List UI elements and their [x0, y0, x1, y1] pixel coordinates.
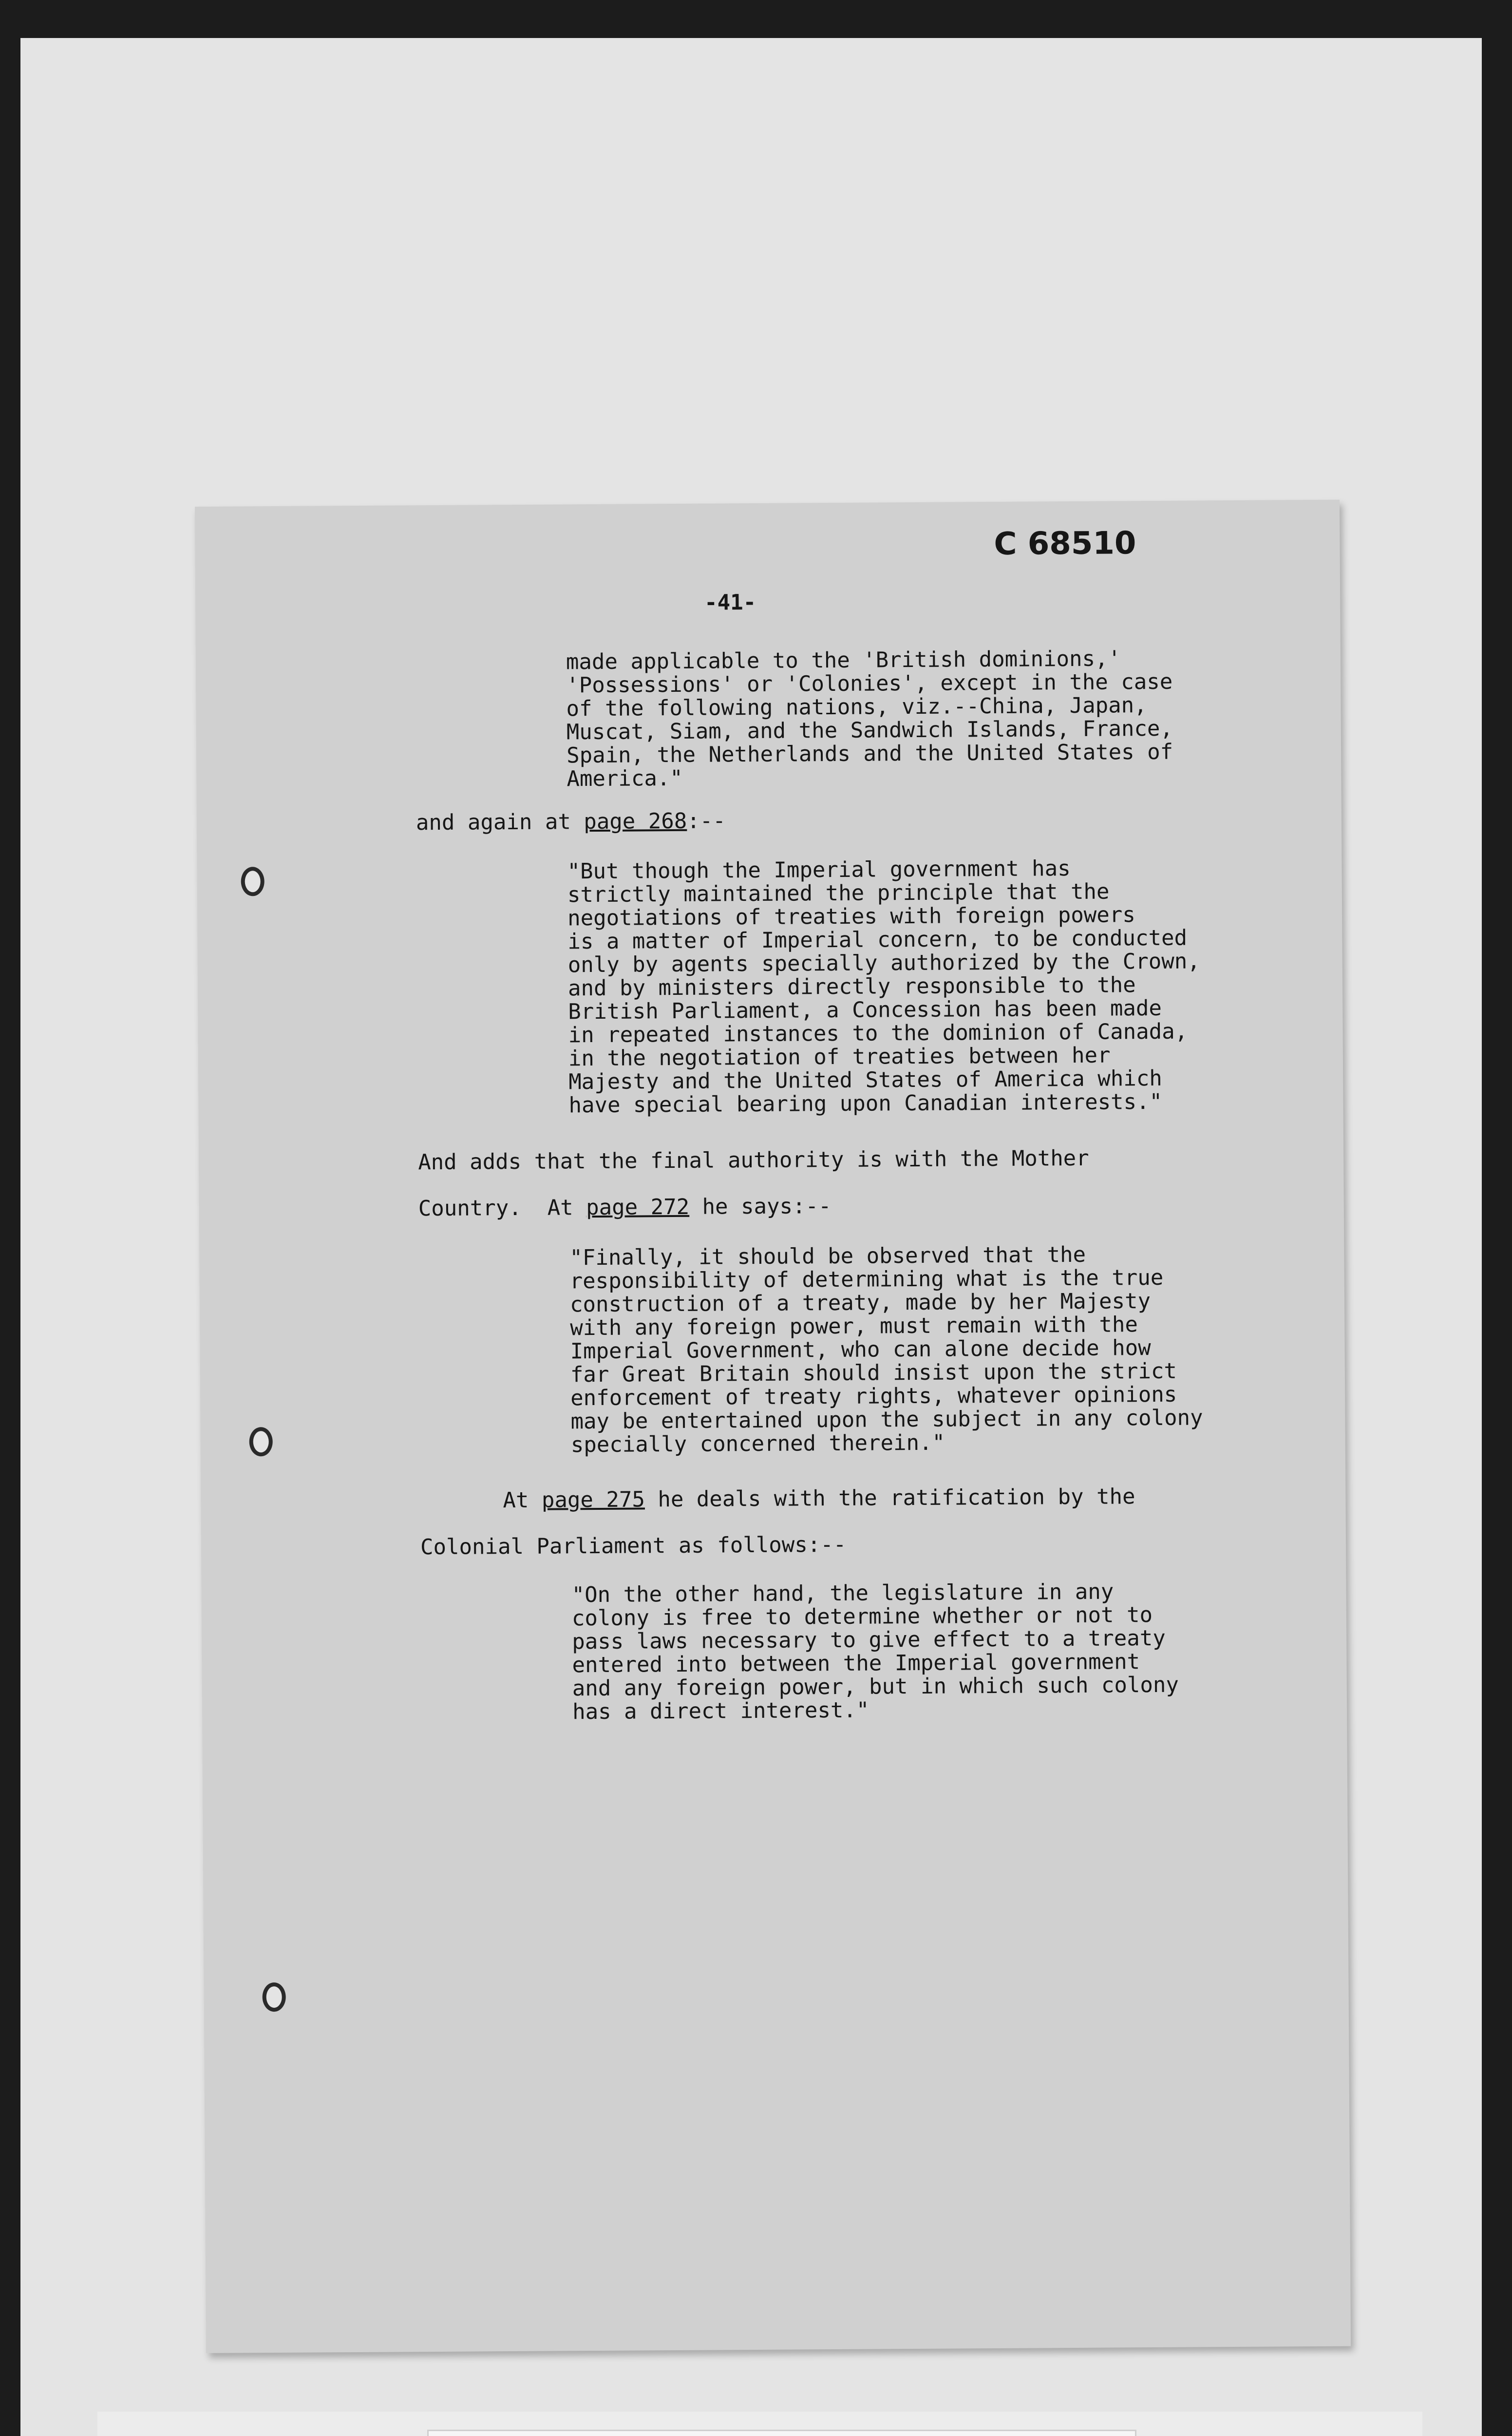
punch-hole-top: [241, 867, 265, 896]
paragraph-colonial: Colonial Parliament as follows:--: [420, 1532, 847, 1560]
page-reference-275: page 275: [541, 1487, 645, 1513]
paragraph-at: [503, 1485, 1135, 1512]
at-text-pre: At: [503, 1487, 542, 1513]
document-id: C 68510: [994, 525, 1136, 562]
page-number: -41-: [704, 590, 756, 615]
again-text-pre: and again at: [416, 809, 584, 836]
page-reference-272: page 272: [586, 1194, 690, 1220]
document-page: [195, 500, 1351, 2353]
again-text-post: :--: [687, 808, 726, 834]
paragraph-country: [418, 1195, 832, 1220]
page-reference-268: page 268: [584, 808, 687, 835]
quote-block-2: "But though the Imperial government has strictly maintained the principle that the negotiations of treaties with foreign powers is a matter of Imperial concern, to be conducted only by agents specially authorized by the Crown, and by ministers directly responsible to the British Parliament, a Concession has been made in repeated instances to the dominion of Canada, in the negotiation of treaties between her Majesty and the United States of America which have special bearing upon Canadian interests.": [567, 856, 1200, 1118]
quote-block-4: "On the other hand, the legislature in any colony is free to determine whether or not to pass laws necessary to give effect to a treaty entered into between the Imperial government and any foreign power, but in which such colony has a direct interest.": [571, 1579, 1179, 1725]
country-text-pre: Country. At: [418, 1195, 586, 1221]
country-text-post: he says:--: [689, 1194, 832, 1219]
punch-hole-bottom: [263, 1982, 286, 2012]
quote-block-1: made applicable to the 'British dominions,' 'Possessions' or 'Colonies', except in the case of the following nations, viz.--China, Japan, Muscat, Siam, and the Sandwich Islands, France, Spain, the Netherlands and the United States of America.": [566, 646, 1173, 792]
paragraph-again: [416, 809, 726, 835]
at-text-post: he deals with the ratification by the: [644, 1484, 1135, 1512]
paragraph-adds: And adds that the final authority is with the Mother: [418, 1145, 1089, 1175]
punch-hole-middle: [249, 1427, 273, 1456]
quote-block-3: "Finally, it should be observed that the responsibility of determining what is the true construction of a treaty, made by her Majesty with any foreign power, must remain with the Imperial Government, who can alone decide how far Great Britain should insist upon the strict enforcement of treaty rights, whatever opinions may be entertained upon the subject in any colony specially concerned therein.": [569, 1242, 1203, 1458]
archive-collection-label: [429, 2431, 1135, 2436]
